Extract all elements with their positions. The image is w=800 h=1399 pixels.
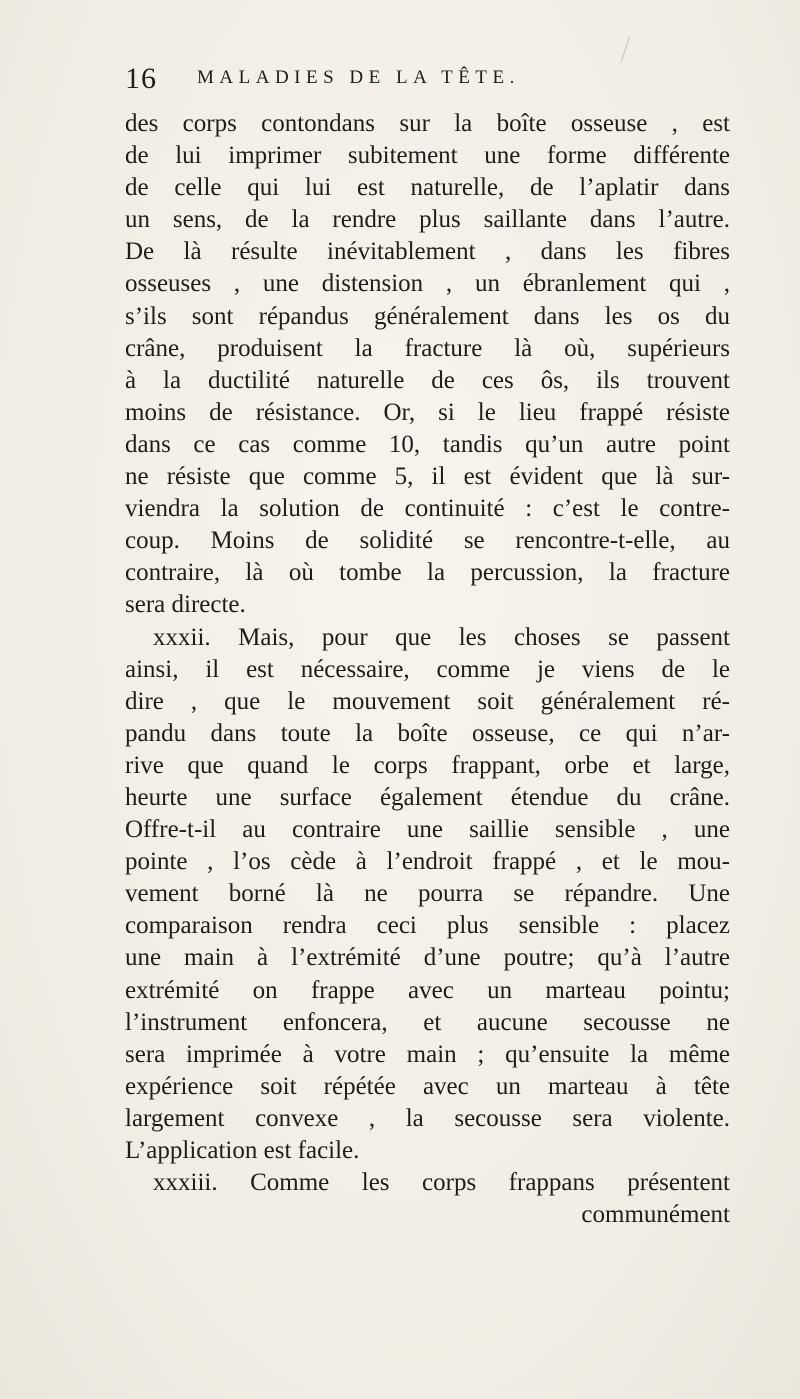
text-line: s’ils sont répandus généralement dans les os du — [125, 302, 730, 330]
text-line: osseuses , une distension , un ébranlement qui , — [125, 270, 730, 298]
text-line: ne résiste que comme 5, il est évident que là sur- — [125, 463, 730, 491]
text-line-paragraph-start: xxxii. Mais, pour que les choses se passent — [153, 623, 730, 651]
text-line-paragraph-end: L’application est facile. — [125, 1137, 360, 1164]
text-line: ainsi, il est nécessaire, comme je viens de le — [125, 655, 730, 683]
text-line: expérience soit répétée avec un marteau à tête — [125, 1072, 730, 1100]
page-header — [125, 62, 745, 102]
paper-mark — [621, 36, 631, 63]
text-line: sera imprimée à votre main ; qu’ensuite la même — [125, 1040, 730, 1068]
text-line: de celle qui lui est naturelle, de l’aplatir dans — [125, 174, 730, 202]
text-line: un sens, de la rendre plus saillante dans l’autre. — [125, 206, 730, 234]
text-line: coup. Moins de solidité se rencontre-t-elle, au — [125, 527, 730, 555]
text-line: à la ductilité naturelle de ces ôs, ils trouvent — [125, 366, 730, 394]
text-line: pandu dans toute la boîte osseuse, ce qui n’ar- — [125, 719, 730, 747]
text-line: dire , que le mouvement soit généralement ré- — [125, 687, 730, 715]
text-line: des corps contondans sur la boîte osseuse , est — [125, 110, 730, 137]
text-line: Offre-t-il au contraire une saillie sensible , une — [125, 816, 730, 844]
text-line: largement convexe , la secousse sera violente. — [125, 1104, 730, 1132]
page-number: 16 — [125, 62, 157, 95]
body-text — [125, 108, 730, 1231]
text-line: De là résulte inévitablement , dans les fibres — [125, 238, 730, 266]
text-line: vement borné là ne pourra se répandre. Une — [125, 880, 730, 908]
text-line: crâne, produisent la fracture là où, supérieurs — [125, 334, 730, 362]
text-line: dans ce cas comme 10, tandis qu’un autre point — [125, 430, 730, 458]
text-line-paragraph-end: sera directe. — [125, 591, 246, 619]
running-head: MALADIES DE LA TÊTE. — [197, 67, 520, 88]
text-line: viendra la solution de continuité : c’est le contre- — [125, 495, 730, 523]
text-line: pointe , l’os cède à l’endroit frappé , et le mou- — [125, 848, 730, 876]
text-line: contraire, là où tombe la percussion, la fracture — [125, 559, 730, 587]
text-line: de lui imprimer subitement une forme différente — [125, 142, 730, 170]
text-line: moins de résistance. Or, si le lieu frappé résiste — [125, 398, 730, 426]
text-line: une main à l’extrémité d’une poutre; qu’à l’autre — [125, 944, 730, 972]
text-line-paragraph-start: xxxiii. Comme les corps frappans présentent — [153, 1169, 730, 1197]
text-line: extrémité on frappe avec un marteau pointu; — [125, 976, 730, 1004]
catchword: communément — [581, 1201, 730, 1229]
text-line: rive que quand le corps frappant, orbe et large, — [125, 751, 730, 779]
text-line: l’instrument enfoncera, et aucune secousse ne — [125, 1008, 730, 1036]
text-line: heurte une surface également étendue du crâne. — [125, 783, 730, 811]
text-line: comparaison rendra ceci plus sensible : placez — [125, 912, 730, 940]
